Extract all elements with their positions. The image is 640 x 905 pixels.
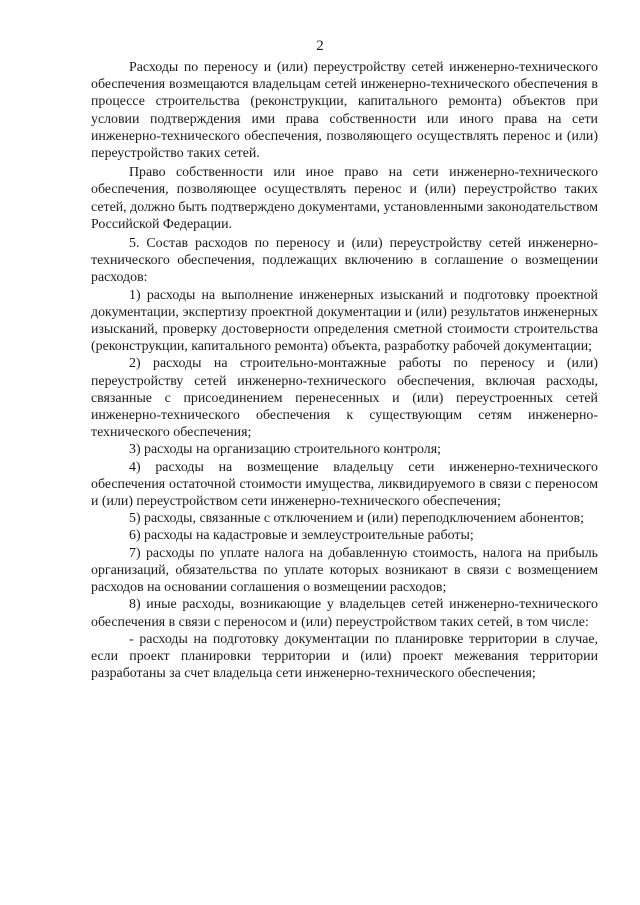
list-item-7: 7) расходы по уплате налога на добавленную стоимость, налога на прибыль организаций, обязательства по уплате которых возникают в связи с возмещением расходов на основании соглашения о возмещении расходов; [91,545,598,596]
paragraph-costs-reimbursement: Расходы по переносу и (или) переустройству сетей инженерно-технического обеспечения возмещаются владельцам сетей инженерно-технического обеспечения в процессе строительства (реконструкции, капитального ремонта) объектов при условии подтверждения ими права собственности или иного права на сети инженерно-технического обеспечения, позволяющего осуществлять перенос и (или) переустройство таких сетей. [91,60,598,162]
list-item-1: 1) расходы на выполнение инженерных изысканий и подготовку проектной документации, экспертизу проектной документации и (или) результатов инженерных изысканий, проверку достоверности определения сметной стоимости строительства (реконструкции, капитального ремонта) объекта, разработку рабочей документации; [91,287,598,355]
paragraph-ownership-right: Право собственности или иное право на сети инженерно-технического обеспечения, позволяющее осуществлять перенос и (или) переустройство таких сетей, должно быть подтверждено документами, установленными законодательством Российской Федерации. [91,165,598,232]
sub-item-planning-documentation: - расходы на подготовку документации по планировке территории в случае, если проект планировки территории и (или) проект межевания территории разработаны за счет владельца сети инженерно-технического обеспечения; [91,631,598,682]
list-item-4: 4) расходы на возмещение владельцу сети инженерно-технического обеспечения остаточной стоимости имущества, ликвидируемого в связи с переносом и (или) переустройством сети инженерно-технического обеспечения; [91,459,598,510]
list-item-8: 8) иные расходы, возникающие у владельцев сетей инженерно-технического обеспечения в связи с переносом и (или) переустройством таких сетей, в том числе: [91,597,598,630]
list-item-5: 5) расходы, связанные с отключением и (или) переподключением абонентов; [129,511,584,527]
list-item-2: 2) расходы на строительно-монтажные работы по переносу и (или) переустройству сетей инженерно-технического обеспечения, включая расходы, связанные с присоединением перенесенных и (или) переустроенных сетей инженерно-технического обеспечения к существующим сетям инженерно-технического обеспечения; [91,356,598,441]
list-item-3: 3) расходы на организацию строительного контроля; [129,442,441,458]
document-body [91,59,598,682]
page-number: 2 [316,38,324,54]
list-item-6: 6) расходы на кадастровые и землеустроительные работы; [129,528,474,544]
paragraph-section-5: 5. Состав расходов по переносу и (или) переустройству сетей инженерно-технического обеспечения, подлежащих включению в соглашение о возмещении расходов: [91,236,598,286]
